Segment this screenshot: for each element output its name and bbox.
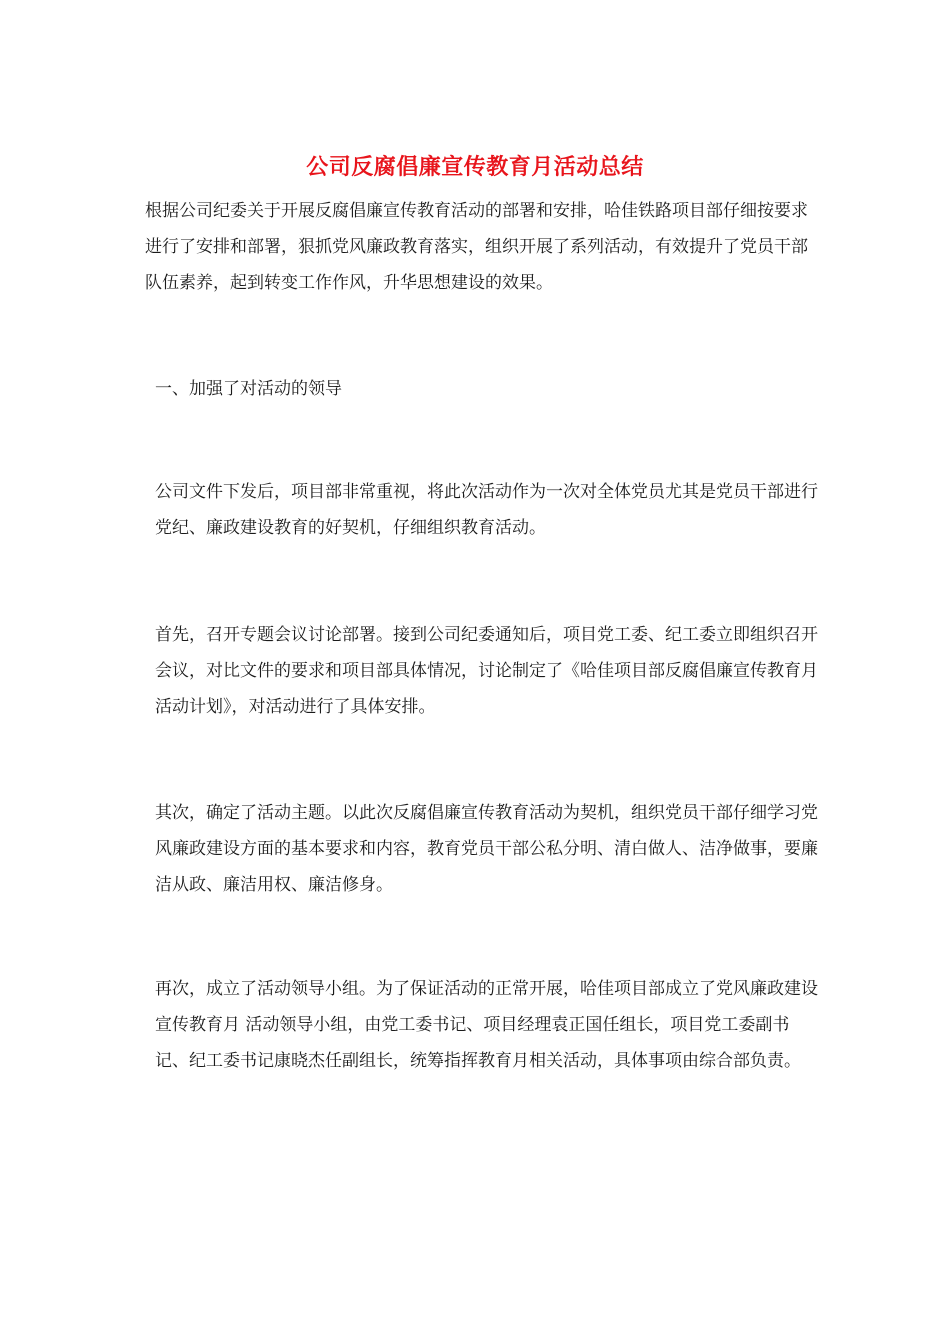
body-paragraph-1: 公司文件下发后，项目部非常重视，将此次活动作为一次对全体党员尤其是党员干部进行党纪、廉政建设教育的好契机，仔细组织教育活动。 (155, 482, 818, 538)
document-title: 公司反腐倡廉宣传教育月活动总结 (306, 155, 644, 180)
body-paragraph-3: 其次，确定了活动主题。以此次反腐倡廉宣传教育活动为契机，组织党员干部仔细学习党风廉政建设方面的基本要求和内容，教育党员干部公私分明、清白做人、洁净做事，要廉洁从政、廉洁用权、廉洁修身。 (155, 803, 818, 895)
section-heading: 一、加强了对活动的领导 (155, 379, 342, 399)
body-paragraph-4: 再次，成立了活动领导小组。为了保证活动的正常开展，哈佳项目部成立了党风廉政建设宣传教育月 活动领导小组，由党工委书记、项目经理袁正国任组长，项目党工委副书记、纪工委书记康晓杰任副组长，统筹指挥教育月相关活动，具体事项由综合部负责。 (155, 979, 818, 1071)
body-paragraph-2: 首先，召开专题会议讨论部署。接到公司纪委通知后，项目党工委、纪工委立即组织召开会议，对比文件的要求和项目部具体情况，讨论制定了《哈佳项目部反腐倡廉宣传教育月活动计划》，对活动进行了具体安排。 (155, 625, 818, 717)
intro-paragraph: 根据公司纪委关于开展反腐倡廉宣传教育活动的部署和安排，哈佳铁路项目部仔细按要求进行了安排和部署，狠抓党风廉政教育落实，组织开展了系列活动，有效提升了党员干部队伍素养，起到转变工作作风，升华思想建设的效果。 (145, 201, 808, 293)
